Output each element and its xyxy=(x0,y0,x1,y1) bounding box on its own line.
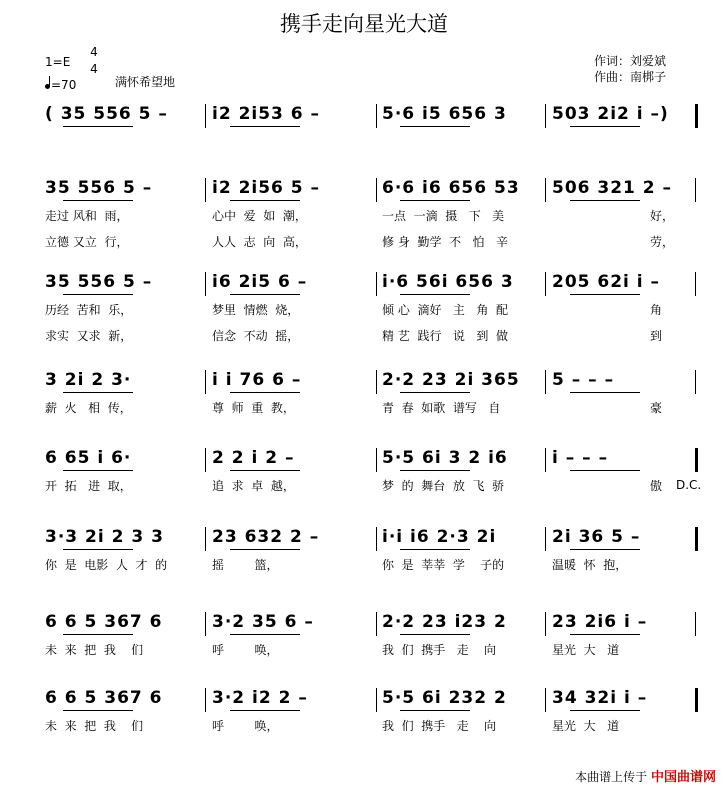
lyric-line: 尊 师 重 教， xyxy=(212,401,295,415)
lyric-line: 劳， xyxy=(650,235,675,249)
measure-notes: 34 32i i – xyxy=(552,688,648,708)
lyric-line: 温暖 怀 抱， xyxy=(552,558,628,572)
beat-underline xyxy=(230,634,300,635)
beat-underline xyxy=(570,294,640,295)
beat-underline xyxy=(570,126,640,127)
lyric-line: 摇 篮， xyxy=(212,558,279,572)
barline xyxy=(376,448,377,472)
lyric-line: 求实 又求 新， xyxy=(45,329,133,343)
lyric-line: 一点 一滴 摄 下 美 xyxy=(382,209,505,223)
measure-notes: i2 2i53 6 – xyxy=(212,104,321,124)
barline xyxy=(376,612,377,636)
end-barline xyxy=(695,527,698,551)
measure-notes: 3·3 2i 2 3 3 xyxy=(45,527,164,547)
measure-notes: 5·5 6i 232 2 xyxy=(382,688,507,708)
beat-underline xyxy=(400,470,470,471)
lyric-line: 星光 大 道 xyxy=(552,643,620,657)
beat-underline xyxy=(230,126,300,127)
measure-notes: 2·2 23 i23 2 xyxy=(382,612,507,632)
lyric-line: 梦 的 舞台 放 飞 骄 xyxy=(382,479,505,493)
beat-underline xyxy=(400,126,470,127)
barline xyxy=(205,104,206,128)
lyric-line: 傲 xyxy=(650,479,663,493)
end-barline xyxy=(695,612,696,636)
beat-underline xyxy=(400,710,470,711)
lyric-line: 信念 不动 摇， xyxy=(212,329,300,343)
barline xyxy=(205,448,206,472)
da-capo-mark: D.C. xyxy=(676,478,702,492)
barline xyxy=(545,272,546,296)
beat-underline xyxy=(570,200,640,201)
end-barline xyxy=(695,370,696,394)
lyric-line: 豪 xyxy=(650,401,663,415)
beat-underline xyxy=(230,470,300,471)
measure-notes: 5·6 i5 656 3 xyxy=(382,104,507,124)
beat-underline xyxy=(230,549,300,550)
lyric-line: 开 拓 进 取， xyxy=(45,479,132,493)
beat-underline xyxy=(400,200,470,201)
barline xyxy=(545,104,546,128)
measure-notes: 23 632 2 – xyxy=(212,527,320,547)
barline xyxy=(545,370,546,394)
beat-underline xyxy=(63,294,133,295)
site-logo: 中国曲谱网 xyxy=(650,770,716,785)
lyric-line: 人人 志 向 高， xyxy=(212,235,307,249)
barline xyxy=(545,527,546,551)
lyric-line: 走过 风和 雨， xyxy=(45,209,129,223)
page-title: 携手走向星光大道 xyxy=(280,12,448,36)
lyric-line: 你 是 电影 人 才 的 xyxy=(45,558,168,572)
measure-notes: 2 2 i 2 – xyxy=(212,448,295,468)
lyric-line: 好， xyxy=(650,209,675,223)
measure-notes: 2i 36 5 – xyxy=(552,527,641,547)
beat-underline xyxy=(63,392,133,393)
lyric-line: 薪 火 相 传， xyxy=(45,401,132,415)
lyric-line: 未 来 把 我 们 xyxy=(45,643,144,657)
lyric-line: 心中 爱 如 潮， xyxy=(212,209,307,223)
time-signature: 4 4 xyxy=(90,45,98,76)
beat-underline xyxy=(570,634,640,635)
measure-notes: 3·2 35 6 – xyxy=(212,612,314,632)
lyric-line: 立德 又立 行， xyxy=(45,235,129,249)
measure-notes: 35 556 5 – xyxy=(45,178,153,198)
beat-underline xyxy=(230,392,300,393)
measure-notes: 3·2 i2 2 – xyxy=(212,688,308,708)
barline xyxy=(205,612,206,636)
measure-notes: i·6 56i 656 3 xyxy=(382,272,514,292)
measure-notes: 35 556 5 – xyxy=(45,272,153,292)
barline xyxy=(205,688,206,712)
lyric-line: 追 求 卓 越， xyxy=(212,479,295,493)
barline xyxy=(376,688,377,712)
beat-underline xyxy=(570,549,640,550)
measure-notes: i6 2i5 6 – xyxy=(212,272,308,292)
measure-notes: 6·6 i6 656 53 xyxy=(382,178,520,198)
end-barline xyxy=(695,104,698,128)
measure-notes: i2 2i56 5 – xyxy=(212,178,321,198)
lyricist-credit: 作词：刘爱斌 xyxy=(594,54,667,68)
lyric-line: 历经 苦和 乐， xyxy=(45,303,133,317)
barline xyxy=(376,272,377,296)
lyric-line: 梦里 情燃 烧， xyxy=(212,303,300,317)
beat-underline xyxy=(63,126,133,127)
beat-underline xyxy=(230,200,300,201)
beat-underline xyxy=(400,549,470,550)
barline xyxy=(205,272,206,296)
barline xyxy=(205,527,206,551)
beat-underline xyxy=(63,634,133,635)
lyric-line: 精 艺 践行 说 到 做 xyxy=(382,329,508,343)
beat-underline xyxy=(230,294,300,295)
barline xyxy=(376,370,377,394)
barline xyxy=(376,104,377,128)
barline xyxy=(545,178,546,202)
beat-underline xyxy=(570,710,640,711)
barline xyxy=(545,612,546,636)
end-barline xyxy=(695,178,696,202)
end-barline xyxy=(695,688,698,712)
tempo-mark: =70 xyxy=(45,78,76,92)
measure-notes: 5 – – – xyxy=(552,370,615,390)
measure-notes: i i 76 6 – xyxy=(212,370,302,390)
beat-underline xyxy=(570,470,640,471)
lyric-line: 角 xyxy=(650,303,663,317)
expression-mark: 满怀希望地 xyxy=(115,75,176,89)
measure-notes: 503 2i2 i –) xyxy=(552,104,669,124)
measure-notes: 2·2 23 2i 365 xyxy=(382,370,520,390)
beat-underline xyxy=(400,392,470,393)
measure-notes: 5·5 6i 3 2 i6 xyxy=(382,448,508,468)
barline xyxy=(545,448,546,472)
barline xyxy=(376,527,377,551)
beat-underline xyxy=(63,470,133,471)
key-signature: 1=E xyxy=(45,55,71,69)
lyric-line: 倾 心 滴好 主 角 配 xyxy=(382,303,508,317)
measure-notes: 3 2i 2 3· xyxy=(45,370,132,390)
barline xyxy=(376,178,377,202)
lyric-line: 未 来 把 我 们 xyxy=(45,719,144,733)
barline xyxy=(545,688,546,712)
lyric-line: 呼 唤， xyxy=(212,643,279,657)
beat-underline xyxy=(400,294,470,295)
beat-underline xyxy=(63,549,133,550)
measure-notes: 6 6 5 367 6 xyxy=(45,612,163,632)
end-barline xyxy=(695,272,696,296)
lyric-line: 星光 大 道 xyxy=(552,719,620,733)
barline xyxy=(205,370,206,394)
composer-credit: 作曲：南梆子 xyxy=(594,70,667,84)
measure-notes: i – – – xyxy=(552,448,609,468)
measure-notes: i·i i6 2·3 2i xyxy=(382,527,497,547)
measure-notes: 506 321 2 – xyxy=(552,178,673,198)
measure-notes: 6 65 i 6· xyxy=(45,448,132,468)
beat-underline xyxy=(400,634,470,635)
measure-notes: ( 35 556 5 – xyxy=(45,104,168,124)
lyric-line: 青 春 如歌 谱写 自 xyxy=(382,401,501,415)
lyric-line: 我 们 携手 走 向 xyxy=(382,719,496,733)
barline xyxy=(205,178,206,202)
beat-underline xyxy=(63,710,133,711)
lyric-line: 我 们 携手 走 向 xyxy=(382,643,496,657)
quarter-note-icon xyxy=(45,84,50,89)
measure-notes: 23 2i6 i – xyxy=(552,612,648,632)
beat-underline xyxy=(63,200,133,201)
footer-credit: 本曲谱上传于 中国曲谱网 xyxy=(575,770,716,785)
beat-underline xyxy=(230,710,300,711)
measure-notes: 6 6 5 367 6 xyxy=(45,688,163,708)
end-barline xyxy=(695,448,698,472)
measure-notes: 205 62i i – xyxy=(552,272,661,292)
lyric-line: 你 是 莘莘 学 子的 xyxy=(382,558,505,572)
lyric-line: 呼 唤， xyxy=(212,719,279,733)
beat-underline xyxy=(570,392,640,393)
lyric-line: 修 身 勤学 不 怕 辛 xyxy=(382,235,508,249)
lyric-line: 到 xyxy=(650,329,663,343)
